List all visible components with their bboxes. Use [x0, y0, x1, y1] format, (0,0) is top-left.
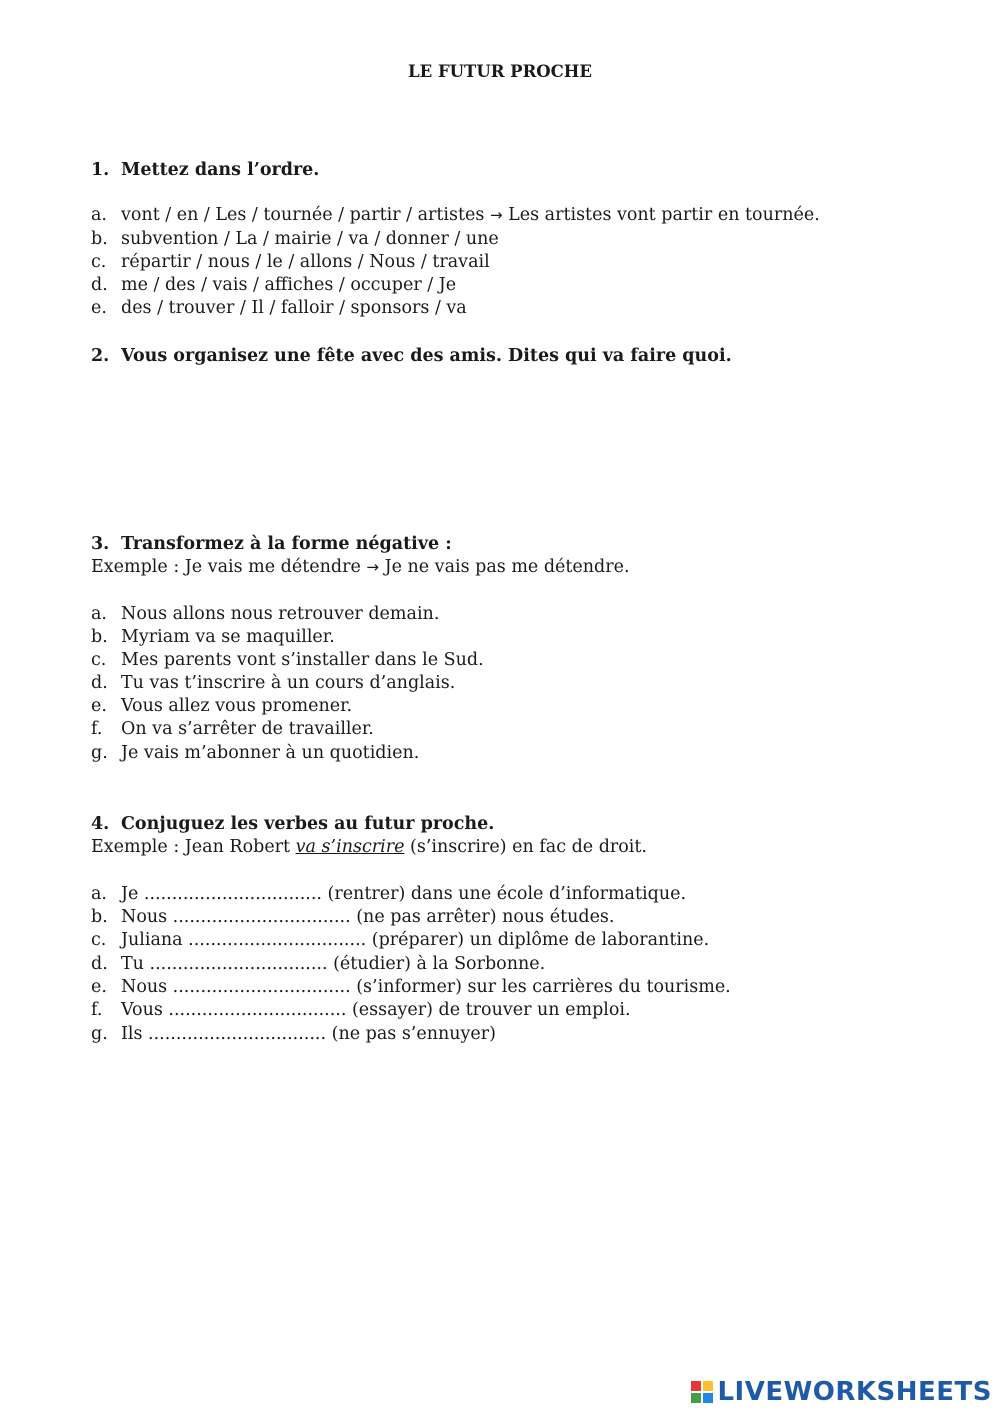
list-item	[91, 977, 731, 997]
exercise-number: 3.	[91, 534, 110, 554]
example-line	[91, 557, 630, 577]
list-item	[91, 627, 335, 647]
list-item	[91, 252, 490, 272]
item-letter: b.	[91, 627, 108, 647]
item-text: Tu ................................ (étudier) à la Sorbonne.	[121, 954, 546, 974]
list-item	[91, 954, 545, 974]
item-text: Je vais m’abonner à un quotidien.	[121, 743, 420, 763]
brand-text: LIVEWORKSHEETS	[717, 1377, 992, 1407]
item-text: me / des / vais / affiches / occuper / Je	[121, 275, 457, 295]
exercise-instruction: Mettez dans l’ordre.	[121, 160, 320, 180]
item-letter: b.	[91, 907, 108, 927]
item-text: Mes parents vont s’installer dans le Sud.	[121, 650, 484, 670]
item-text: des / trouver / Il / falloir / sponsors / va	[121, 298, 467, 318]
list-item	[91, 604, 439, 624]
item-text: Myriam va se maquiller.	[121, 627, 335, 647]
list-item	[91, 229, 499, 249]
item-text: vont / en / Les / tournée / partir / artistes	[121, 205, 485, 225]
list-item	[91, 650, 484, 670]
item-letter: b.	[91, 229, 108, 249]
arrow-right-icon: →	[489, 206, 503, 224]
item-text: Je ................................ (rentrer) dans une école d’informatique.	[121, 884, 687, 904]
item-letter: a.	[91, 884, 107, 904]
item-text: subvention / La / mairie / va / donner / une	[121, 229, 499, 249]
exercise-1-heading	[91, 160, 319, 180]
exercise-3-heading	[91, 534, 452, 554]
item-letter: f.	[91, 719, 103, 739]
item-letter: f.	[91, 1000, 103, 1020]
example-suffix: (s’inscrire) en fac de droit.	[410, 837, 647, 857]
exercise-2-heading	[91, 346, 732, 366]
list-item	[91, 930, 709, 950]
item-text: Juliana ................................ (préparer) un diplôme de laborantine.	[121, 930, 710, 950]
item-letter: c.	[91, 650, 107, 670]
item-text: Nous ................................ (s’informer) sur les carrières du tourisme.	[121, 977, 731, 997]
list-item	[91, 907, 614, 927]
item-letter: c.	[91, 252, 107, 272]
logo-blocks-icon	[691, 1381, 713, 1403]
example-line	[91, 837, 647, 857]
exercise-instruction: Transformez à la forme négative :	[121, 534, 452, 554]
item-text: Tu vas t’inscrire à un cours d’anglais.	[121, 673, 456, 693]
list-item	[91, 884, 686, 904]
item-letter: a.	[91, 604, 107, 624]
exercise-number: 2.	[91, 346, 110, 366]
liveworksheets-logo[interactable]	[691, 1377, 992, 1407]
exercise-instruction: Conjuguez les verbes au futur proche.	[121, 814, 495, 834]
list-item	[91, 298, 467, 318]
arrow-right-icon: →	[366, 558, 379, 576]
example-answer: Je ne vais pas me détendre.	[384, 557, 630, 577]
item-text: répartir / nous / le / allons / Nous / travail	[121, 252, 490, 272]
item-letter: e.	[91, 298, 107, 318]
example-prompt: Exemple : Je vais me détendre	[91, 557, 361, 577]
item-letter: e.	[91, 696, 107, 716]
item-letter: e.	[91, 977, 107, 997]
item-letter: g.	[91, 1024, 108, 1044]
list-item	[91, 1000, 631, 1020]
item-letter: d.	[91, 954, 108, 974]
list-item	[91, 205, 820, 225]
exercise-number: 1.	[91, 160, 110, 180]
item-answer: Les artistes vont partir en tournée.	[508, 205, 820, 225]
item-text: On va s’arrêter de travailler.	[121, 719, 374, 739]
item-text: Ils ................................ (ne pas s’ennuyer)	[121, 1024, 496, 1044]
exercise-instruction: Vous organisez une fête avec des amis. Dites qui va faire quoi.	[121, 346, 732, 366]
item-letter: c.	[91, 930, 107, 950]
item-letter: d.	[91, 275, 108, 295]
item-letter: d.	[91, 673, 108, 693]
item-letter: a.	[91, 205, 107, 225]
item-text: Vous ................................ (essayer) de trouver un emploi.	[121, 1000, 631, 1020]
list-item	[91, 1024, 496, 1044]
item-text: Nous ................................ (ne pas arrêter) nous études.	[121, 907, 615, 927]
list-item	[91, 743, 419, 763]
example-answer: va s’inscrire	[295, 837, 405, 857]
item-letter: g.	[91, 743, 108, 763]
example-prompt: Exemple : Jean Robert	[91, 837, 291, 857]
item-text: Nous allons nous retrouver demain.	[121, 604, 440, 624]
exercise-4-heading	[91, 814, 494, 834]
list-item	[91, 719, 374, 739]
list-item	[91, 673, 455, 693]
exercise-number: 4.	[91, 814, 110, 834]
page-title: LE FUTUR PROCHE	[408, 62, 592, 81]
item-text: Vous allez vous promener.	[121, 696, 353, 716]
list-item	[91, 696, 352, 716]
list-item	[91, 275, 456, 295]
